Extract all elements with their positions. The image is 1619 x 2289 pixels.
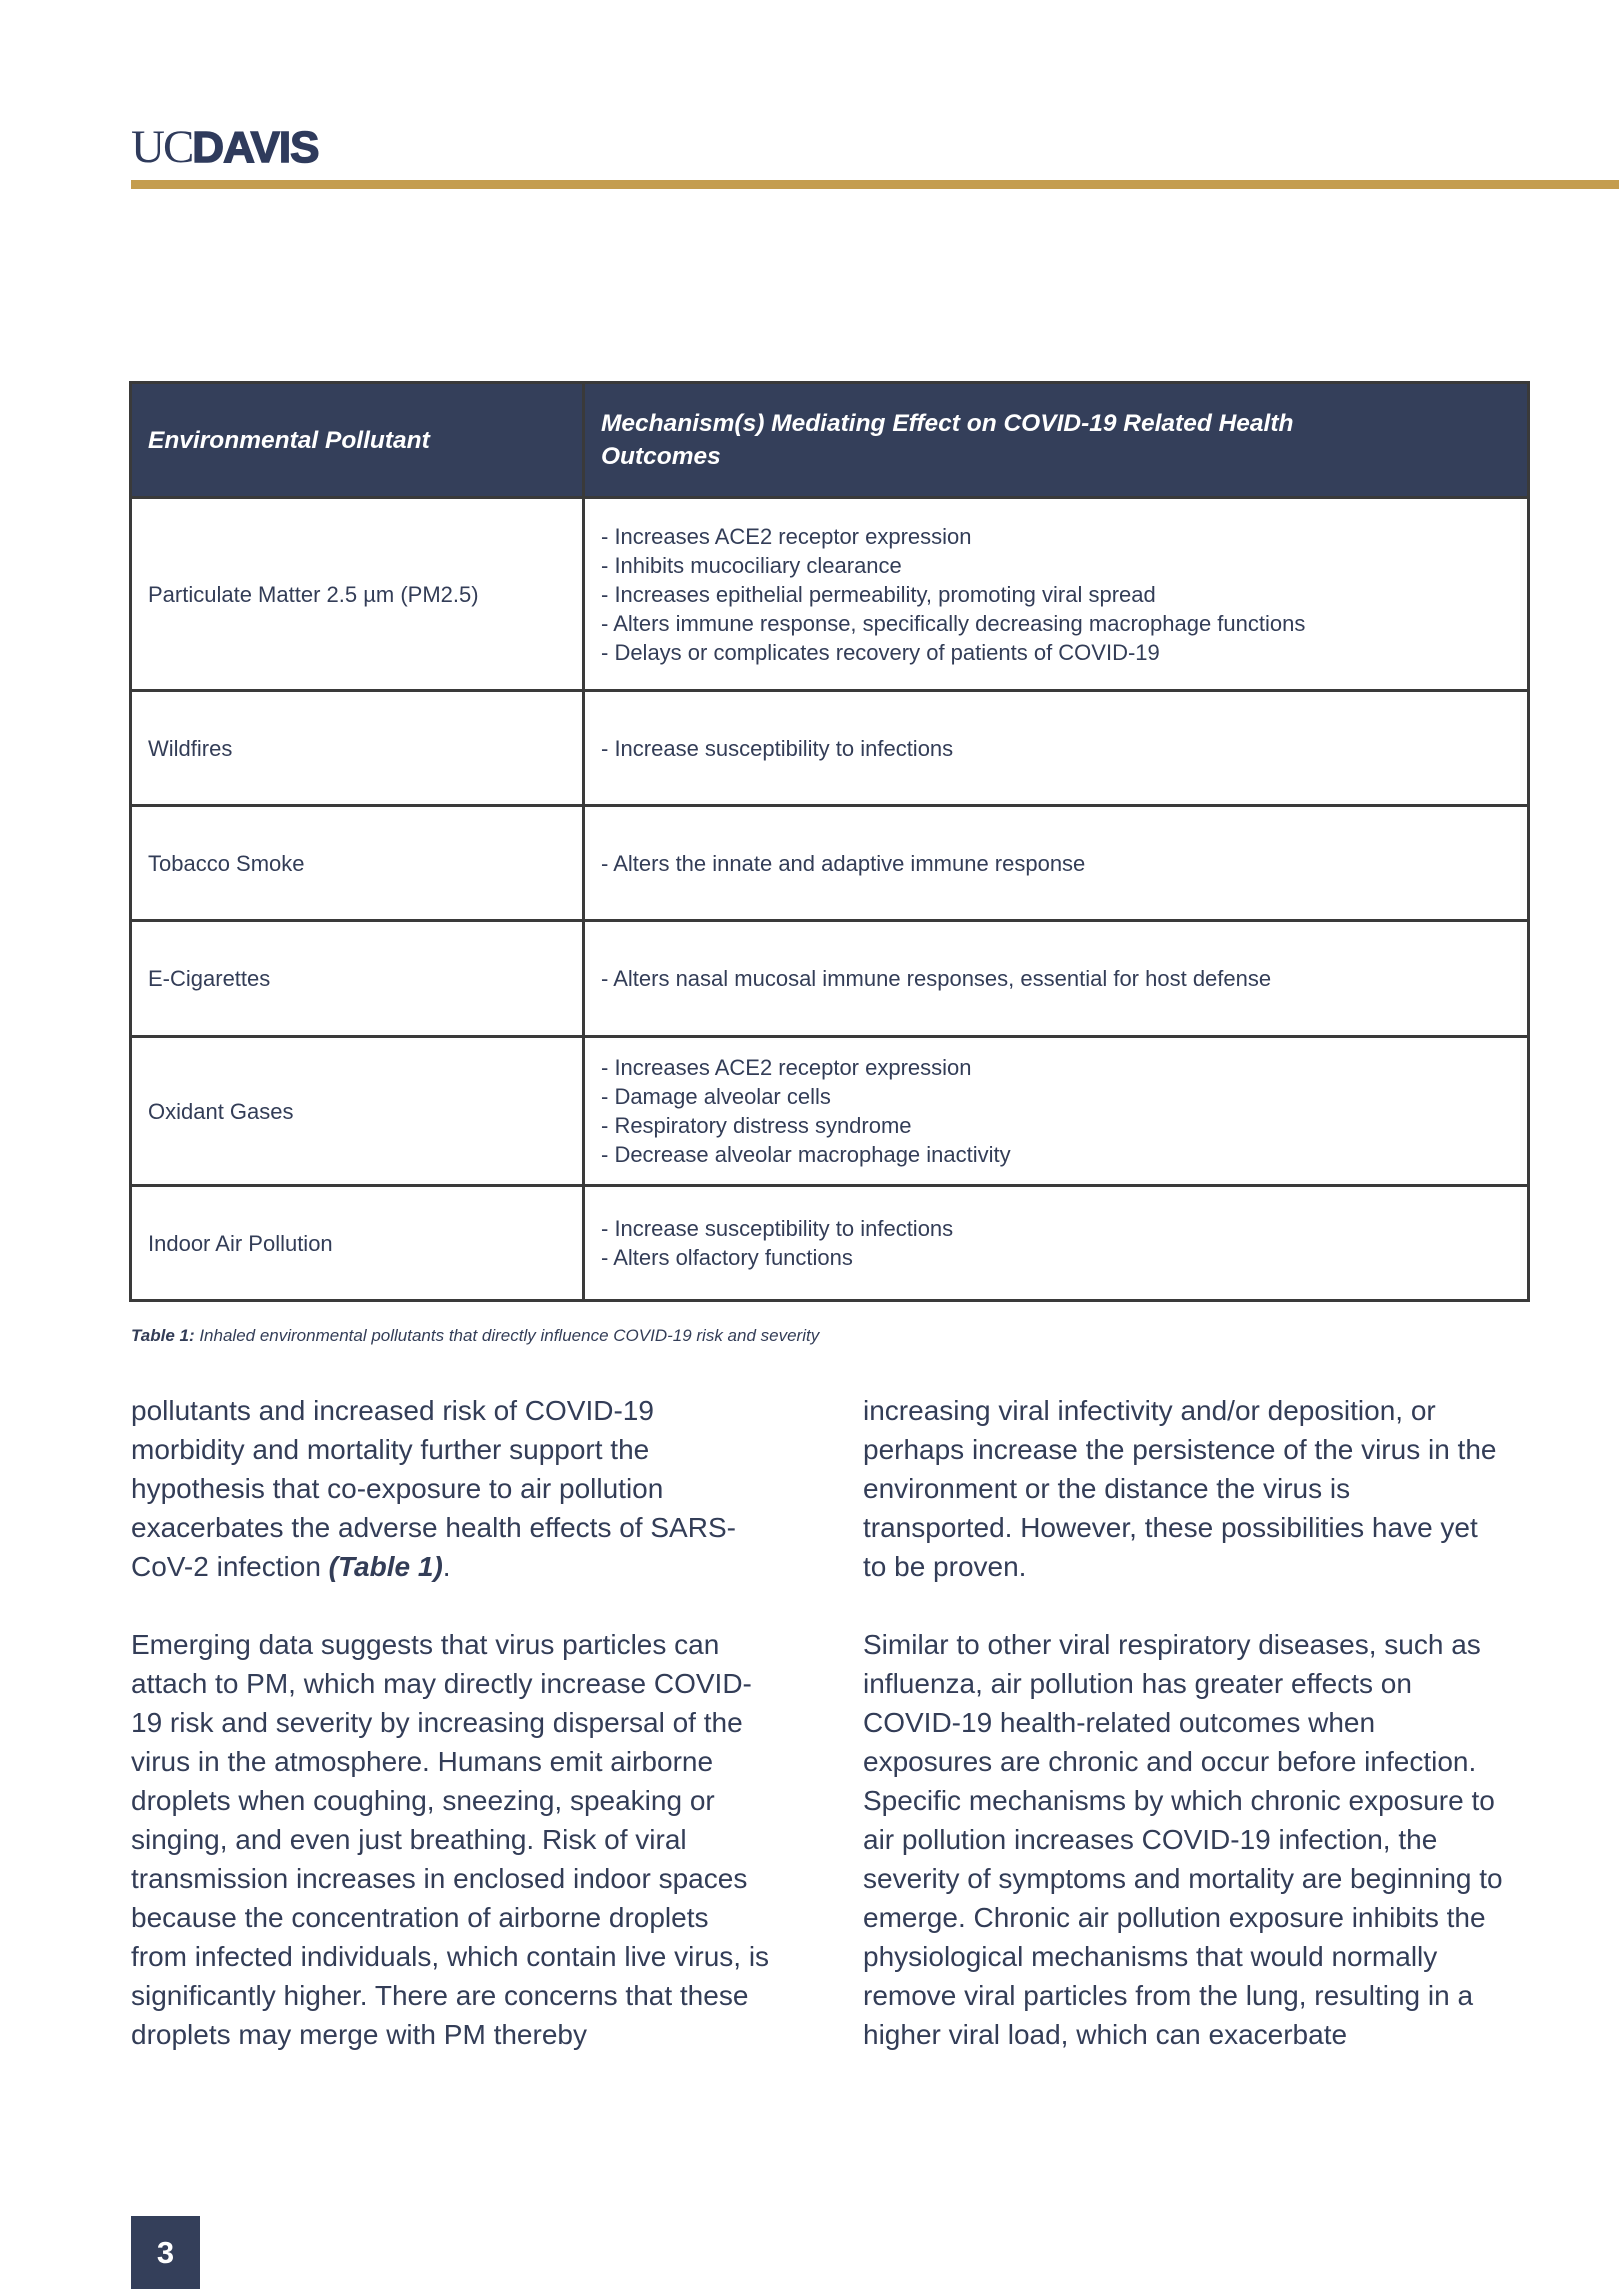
paragraph: Emerging data suggests that virus particles can attach to PM, which may directly increase COVID-19 risk and severity by increasing dispersal of the virus in the atmosphere. Humans emit airborne droplets when coughing, sneezing, speaking or singing, and even just breathing. Risk of viral transmission increases in enclosed indoor spaces because the concentration of airborne droplets from infected individuals, which contain live virus, is significantly higher. There are concerns that these droplets may merge with PM thereby [131, 1629, 770, 2050]
mechanism-item: - Inhibits mucociliary clearance [601, 552, 902, 578]
mechanism-item: - Alters olfactory functions [601, 1245, 853, 1270]
pollutant-cell: E-Cigarettes [131, 921, 584, 1037]
mechanism-item: - Increases ACE2 receptor expression [601, 1055, 972, 1080]
mechanism-item: - Increase susceptibility to infections [601, 1216, 954, 1241]
pollutant-cell: Indoor Air Pollution [131, 1186, 584, 1301]
mechanism-item: - Increases ACE2 receptor expression [601, 523, 972, 549]
paragraph: increasing viral infectivity and/or deposition, or perhaps increase the persistence of the virus in the environment or the distance the virus is transported. However, these possibilities have yet to be proven. [863, 1395, 1497, 1582]
paragraph: Similar to other viral respiratory diseases, such as influenza, air pollution has greater effects on COVID-19 health-related outcomes when exposures are chronic and occur before infection. Specific mechanisms by which chronic exposure to air pollution increases COVID-19 infection, the severity of symptoms and mortality are beginning to emerge. Chronic air pollution exposure inhibits the physiological mechanisms that would normally remove viral particles from the lung, resulting in a higher viral load, which can exacerbate [863, 1629, 1503, 2050]
mechanism-item: - Damage alveolar cells [601, 1084, 831, 1109]
table-row [131, 691, 1529, 806]
caption-text: Inhaled environmental pollutants that directly influence COVID-19 risk and severity [194, 1326, 820, 1345]
mechanism-cell [584, 1037, 1529, 1186]
mechanism-cell [584, 1186, 1529, 1301]
table-row [131, 806, 1529, 921]
table-row [131, 498, 1529, 691]
column-header-mechanism: Mechanism(s) Mediating Effect on COVID-19 Related Health Outcomes [584, 383, 1529, 498]
column-header-pollutant: Environmental Pollutant [131, 383, 584, 498]
mechanism-item: - Increases epithelial permeability, promoting viral spread [601, 581, 1156, 607]
pollutant-cell: Particulate Matter 2.5 µm (PM2.5) [131, 498, 584, 691]
header-accent-rule [131, 180, 1619, 189]
pollutants-table [129, 381, 1530, 1302]
table-row [131, 1037, 1529, 1186]
mechanism-cell [584, 691, 1529, 806]
mechanism-cell [584, 921, 1529, 1037]
body-column-left [131, 1391, 771, 2054]
mechanism-item: - Alters nasal mucosal immune responses, essential for host defense [601, 966, 1272, 991]
mechanism-cell [584, 498, 1529, 691]
mechanism-item: - Alters the innate and adaptive immune response [601, 850, 1086, 876]
table-reference: (Table 1) [328, 1551, 443, 1582]
uc-davis-logo [131, 121, 319, 173]
mechanism-item: - Delays or complicates recovery of patients of COVID-19 [601, 639, 1160, 665]
pollutant-cell: Wildfires [131, 691, 584, 806]
logo-uc: UC [131, 121, 193, 173]
mechanism-item: - Alters immune response, specifically decreasing macrophage functions [601, 610, 1306, 636]
table-header-row [131, 383, 1529, 498]
table-row [131, 921, 1529, 1037]
mechanism-item: - Respiratory distress syndrome [601, 1113, 912, 1138]
mechanism-item: - Increase susceptibility to infections [601, 735, 954, 761]
logo-davis: DAVIS [192, 123, 319, 172]
page-number: 3 [131, 2216, 200, 2289]
pollutant-cell: Tobacco Smoke [131, 806, 584, 921]
mechanism-item: - Decrease alveolar macrophage inactivity [601, 1142, 1011, 1167]
caption-label: Table 1: [131, 1326, 195, 1345]
pollutant-cell: Oxidant Gases [131, 1037, 584, 1186]
paragraph: pollutants and increased risk of COVID-19 morbidity and mortality further support the hypothesis that co-exposure to air pollution exacerbates the adverse health effects of SARS-CoV-2 infection (Table 1). [131, 1395, 736, 1582]
body-column-right [863, 1391, 1503, 2054]
mechanism-cell [584, 806, 1529, 921]
table-row [131, 1186, 1529, 1301]
table-caption [131, 1326, 819, 1346]
